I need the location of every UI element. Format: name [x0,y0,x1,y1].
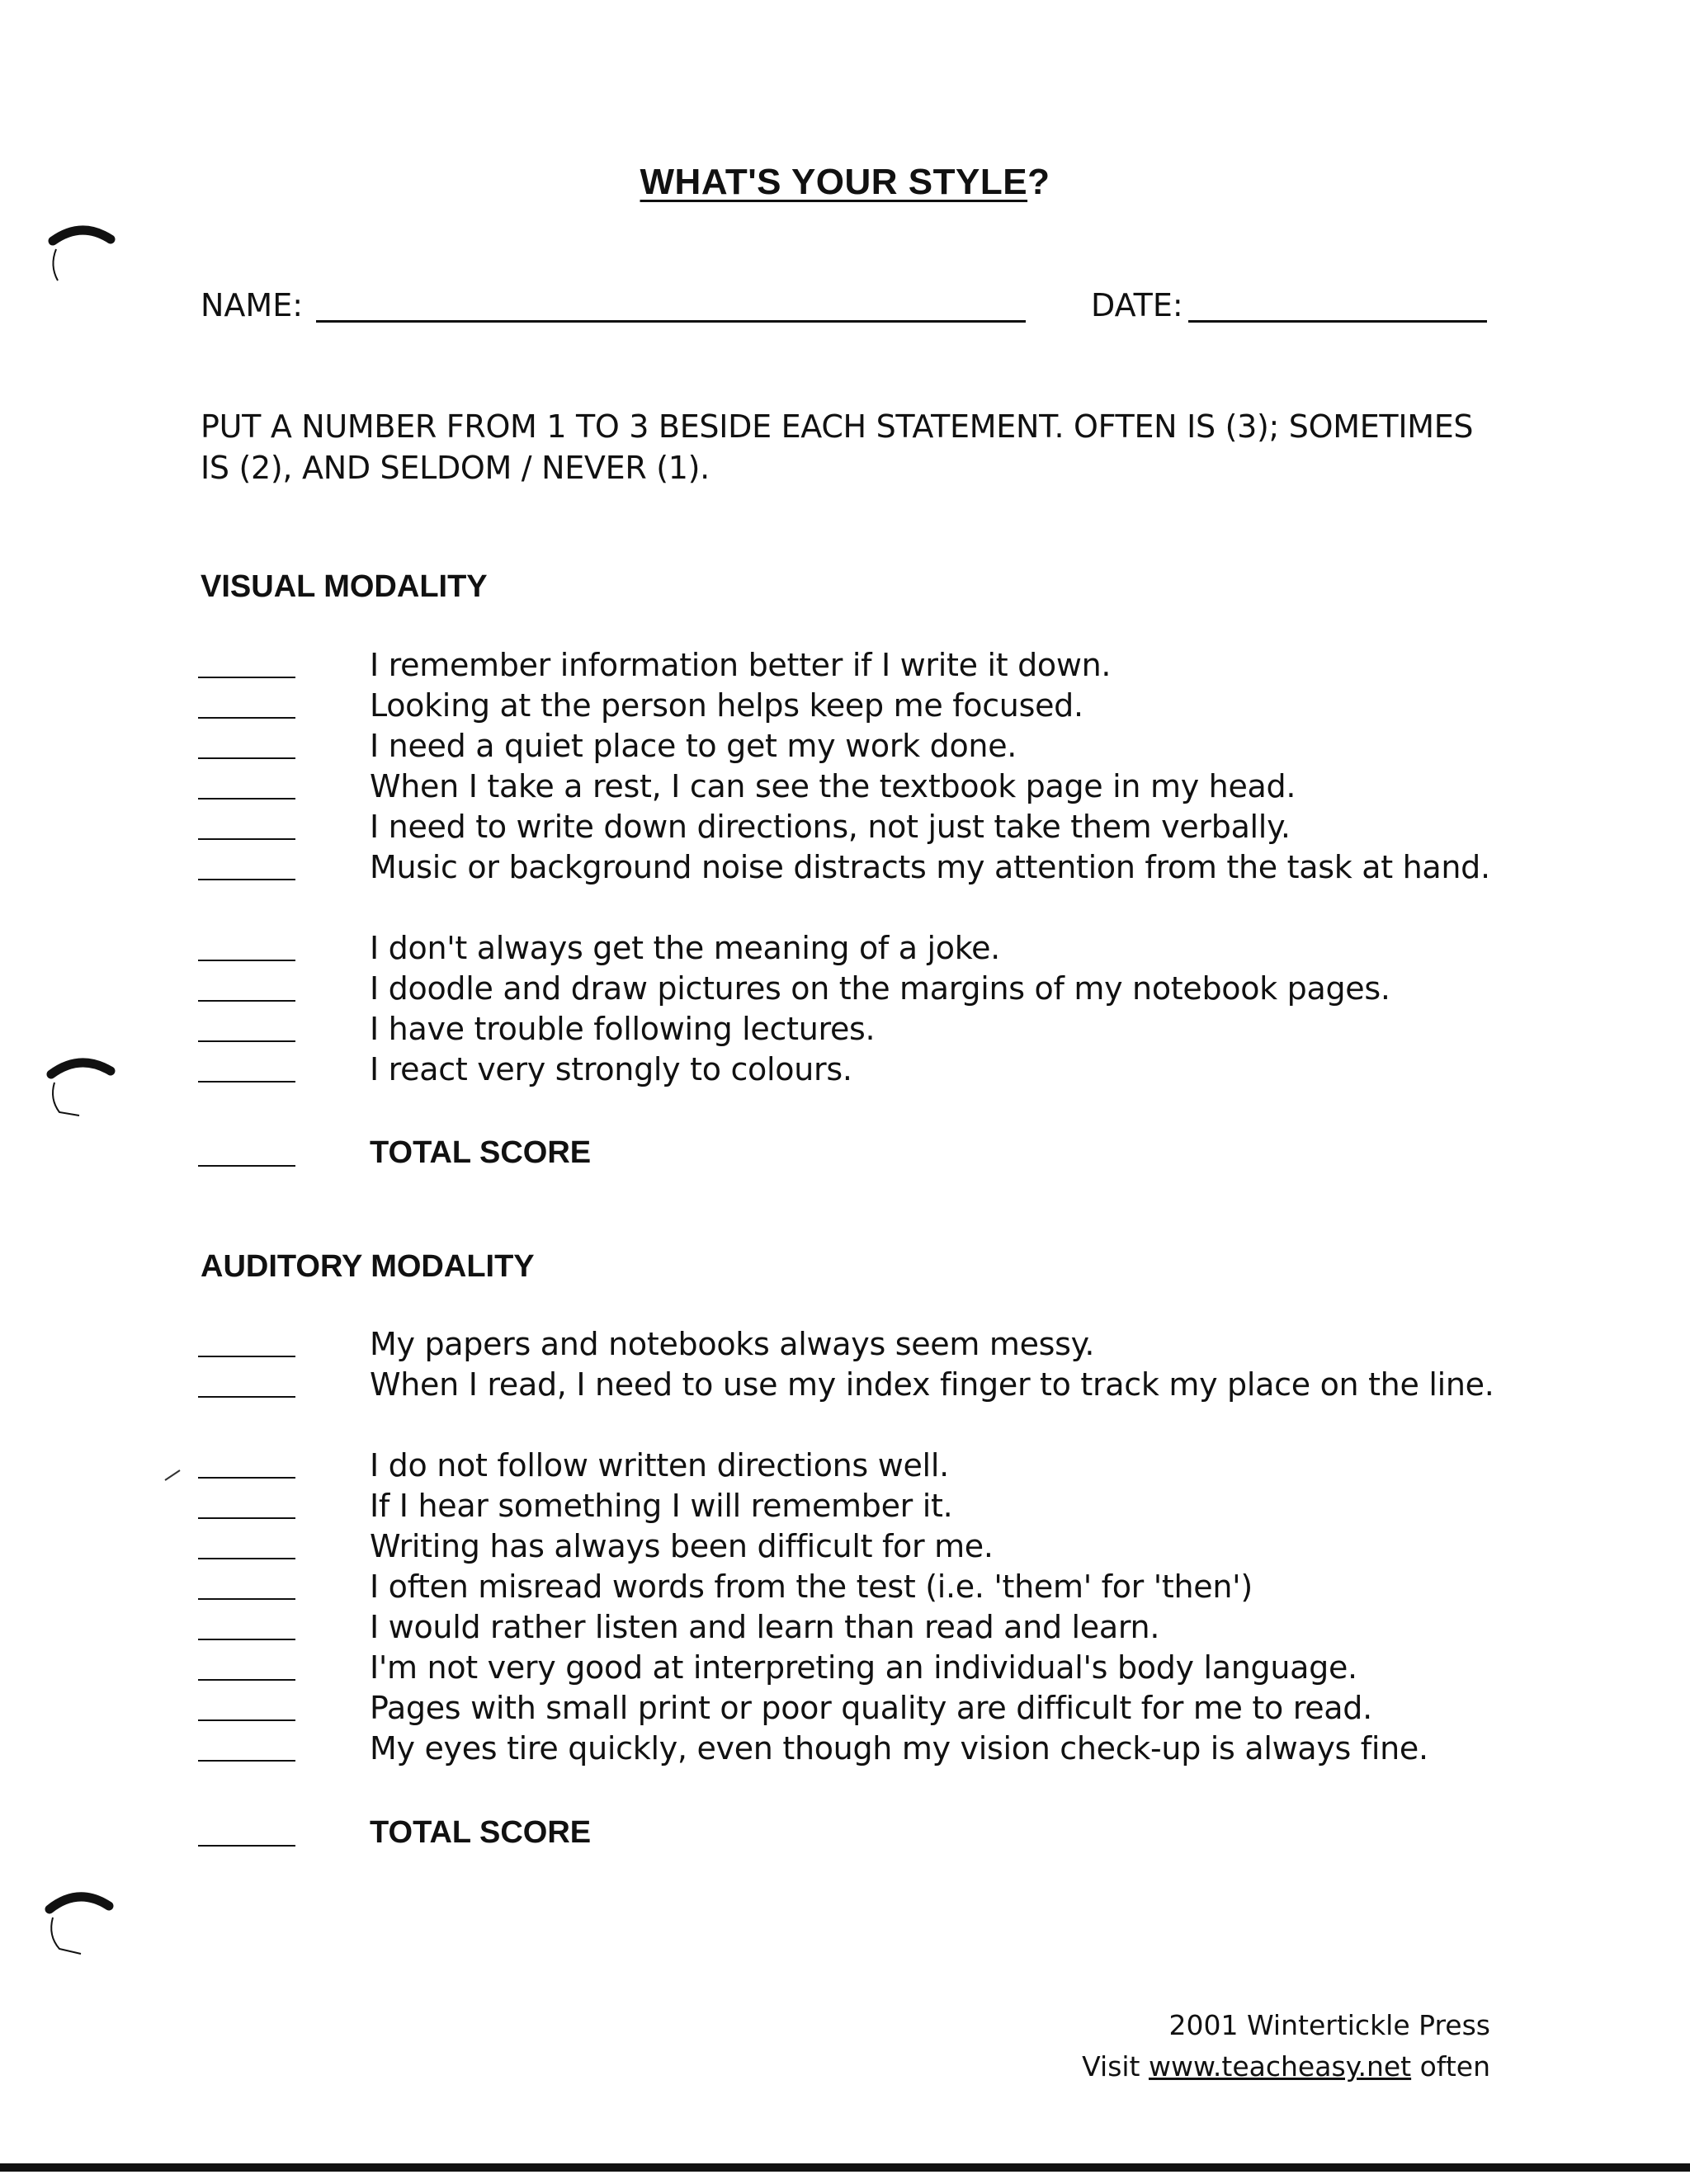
section-heading-auditory: AUDITORY MODALITY [201,1249,535,1284]
date-label: DATE: [1091,287,1183,323]
list-item [0,1648,1690,1688]
score-blank[interactable] [198,1598,295,1600]
statement: Writing has always been difficult for me. [370,1528,994,1564]
list-item [0,847,1690,928]
score-blank[interactable] [198,1719,295,1721]
score-blank[interactable] [198,1396,295,1398]
list-item [0,928,1690,969]
score-blank[interactable] [198,1517,295,1519]
total-score-label: TOTAL SCORE [370,1815,592,1850]
list-item [0,1688,1690,1729]
list-item [0,1526,1690,1567]
statement: If I hear something I will remember it. [370,1488,953,1524]
score-blank[interactable] [198,798,295,800]
list-item [0,1486,1690,1526]
list-item [0,726,1690,767]
statement: I do not follow written directions well. [370,1447,949,1484]
list-item [0,1729,1690,1769]
statement: I doodle and draw pictures on the margins of my notebook pages. [370,970,1390,1007]
name-field[interactable] [316,320,1026,323]
list-item [0,767,1690,807]
statement: I have trouble following lectures. [370,1011,876,1047]
statement: My papers and notebooks always seem messy. [370,1326,1095,1362]
instructions: PUT A NUMBER FROM 1 TO 3 BESIDE EACH STATEMENT. OFTEN IS (3); SOMETIMES IS (2), AND SELDOM / NEVER (1). [201,408,1474,486]
total-score-blank[interactable] [198,1165,295,1167]
statement: When I read, I need to use my index finger to track my place on the line. [370,1366,1494,1403]
statement: I don't always get the meaning of a joke. [370,930,1000,966]
visual-total-row [0,1132,1690,1173]
score-blank[interactable] [198,1040,295,1042]
score-blank[interactable] [198,1639,295,1640]
binder-hole-mark [41,1881,116,1972]
auditory-total-row [0,1812,1690,1853]
statement: I remember information better if I write it down. [370,647,1112,683]
page-title [0,162,1690,203]
list-item [0,645,1690,686]
name-date-row [0,281,1690,330]
score-blank[interactable] [198,1356,295,1357]
statement: When I take a rest, I can see the textbook page in my head. [370,768,1296,804]
statement: I would rather listen and learn than read and learn. [370,1609,1160,1645]
score-blank[interactable] [198,1558,295,1559]
statement: Music or background noise distracts my attention from the task at hand. [370,849,1490,885]
list-item [0,1009,1690,1050]
binder-hole-mark [45,216,119,307]
pencil-tick-mark [162,1467,186,1484]
page-title-suffix: ? [1027,162,1050,202]
score-blank[interactable] [198,960,295,961]
score-blank[interactable] [198,717,295,719]
list-item [0,1607,1690,1648]
name-label: NAME: [201,287,304,323]
visit-suffix: often [1411,2050,1490,2083]
total-score-blank[interactable] [198,1845,295,1847]
statement: I often misread words from the test (i.e. 'them' for 'then') [370,1568,1253,1605]
score-blank[interactable] [198,757,295,759]
date-field[interactable] [1188,320,1487,323]
score-blank[interactable] [198,677,295,678]
binder-hole-mark [43,1046,117,1137]
list-item [0,969,1690,1009]
statement: I need a quiet place to get my work done. [370,728,1017,764]
visit-line [1082,2046,1490,2087]
list-item [0,686,1690,726]
page-title-underlined: WHAT'S YOUR STYLE [640,162,1028,202]
list-item [0,1567,1690,1607]
bottom-rule [0,2163,1690,2172]
statement: Pages with small print or poor quality are difficult for me to read. [370,1690,1372,1726]
statement: I'm not very good at interpreting an individual's body language. [370,1649,1357,1686]
publisher-credit: 2001 Wintertickle Press [1168,2009,1490,2041]
score-blank[interactable] [198,1081,295,1083]
website-link[interactable]: www.teacheasy.net [1148,2050,1412,2083]
score-blank[interactable] [198,1760,295,1762]
statement: I react very strongly to colours. [370,1051,852,1087]
score-blank[interactable] [198,879,295,880]
list-item [0,807,1690,847]
score-blank[interactable] [198,1679,295,1681]
score-blank[interactable] [198,1477,295,1479]
score-blank[interactable] [198,838,295,840]
statement: Looking at the person helps keep me focused. [370,687,1083,724]
total-score-label: TOTAL SCORE [370,1135,592,1170]
visual-items [0,645,1690,1090]
statement: I need to write down directions, not just take them verbally. [370,809,1291,845]
list-item [0,1365,1690,1446]
score-blank[interactable] [198,1000,295,1002]
auditory-items [0,1324,1690,1769]
list-item [0,1446,1690,1486]
footer [1082,2005,1490,2087]
section-heading-visual: VISUAL MODALITY [201,569,488,604]
statement: My eyes tire quickly, even though my vision check-up is always fine. [370,1730,1428,1767]
list-item [0,1050,1690,1090]
visit-prefix: Visit [1082,2050,1149,2083]
list-item [0,1324,1690,1365]
